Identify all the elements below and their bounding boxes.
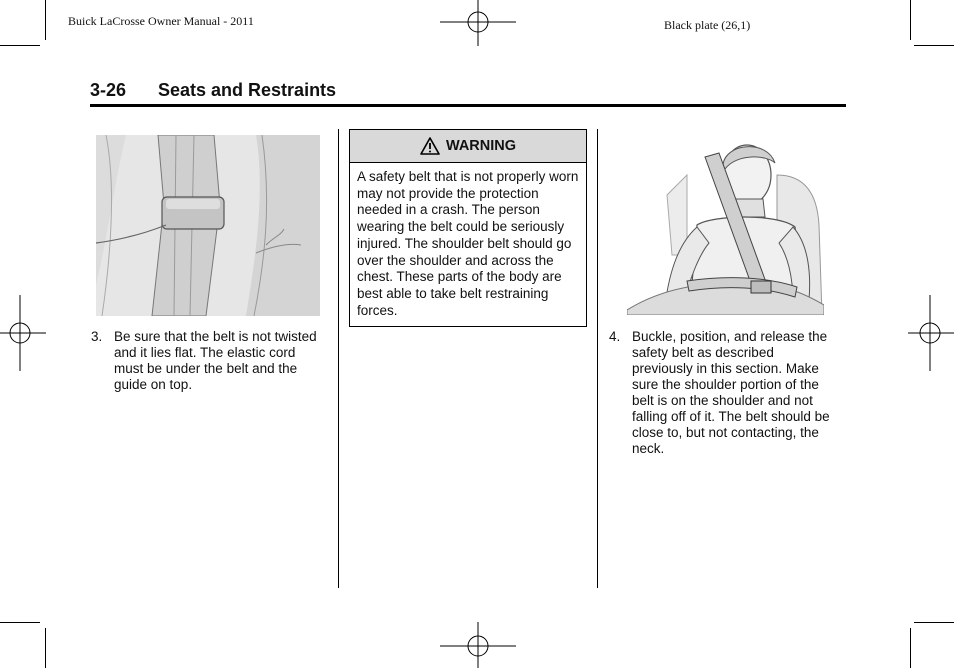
registration-mark-bottom [440,622,516,668]
step-4 [609,329,845,459]
crop-mark-top-left-h [0,45,40,46]
step-number: 3. [91,329,103,344]
registration-mark-right [908,295,954,371]
warning-label: WARNING [445,138,517,154]
crop-mark-bottom-left-v [45,628,46,668]
crop-mark-top-left-v [45,0,46,40]
warning-text: A safety belt that is not properly worn may not provide the protection needed in a crash. The person wearing the belt could be seriously injured. The shoulder belt should go over the shoulder and across the chest. These parts of the body are best able to take belt restraining forces. [357,169,579,318]
step-text: Buckle, position, and release the safety belt as described previously in this section. Make sure the shoulder portion of the belt is on the shoulder and not falling off of it. The belt should be close to, but not contacting, the neck. [632,329,830,456]
manual-title: Buick LaCrosse Owner Manual - 2011 [68,14,254,28]
page-number: 3-26 [90,80,127,100]
column-divider-right [597,129,598,588]
section-title: Seats and Restraints [158,80,337,100]
step-3 [91,329,331,399]
registration-mark-left [0,295,46,371]
crop-mark-top-right-h [914,45,954,46]
crop-mark-bottom-right-v [910,628,911,668]
person-wearing-belt-illustration [627,135,824,315]
step-number: 4. [609,329,621,344]
warning-box [349,129,587,327]
section-heading [90,80,846,107]
crop-mark-bottom-left-h [0,622,40,623]
registration-mark-top [440,0,516,46]
crop-mark-top-right-v [910,0,911,40]
crop-mark-bottom-right-h [914,622,954,623]
column-divider-left [338,129,339,588]
warning-header [350,130,586,163]
step-text: Be sure that the belt is not twisted and it lies flat. The elastic cord must be under the belt and the guide on top. [114,329,317,392]
belt-guide-illustration [96,135,320,316]
warning-icon [420,137,440,155]
plate-label: Black plate (26,1) [664,18,751,32]
